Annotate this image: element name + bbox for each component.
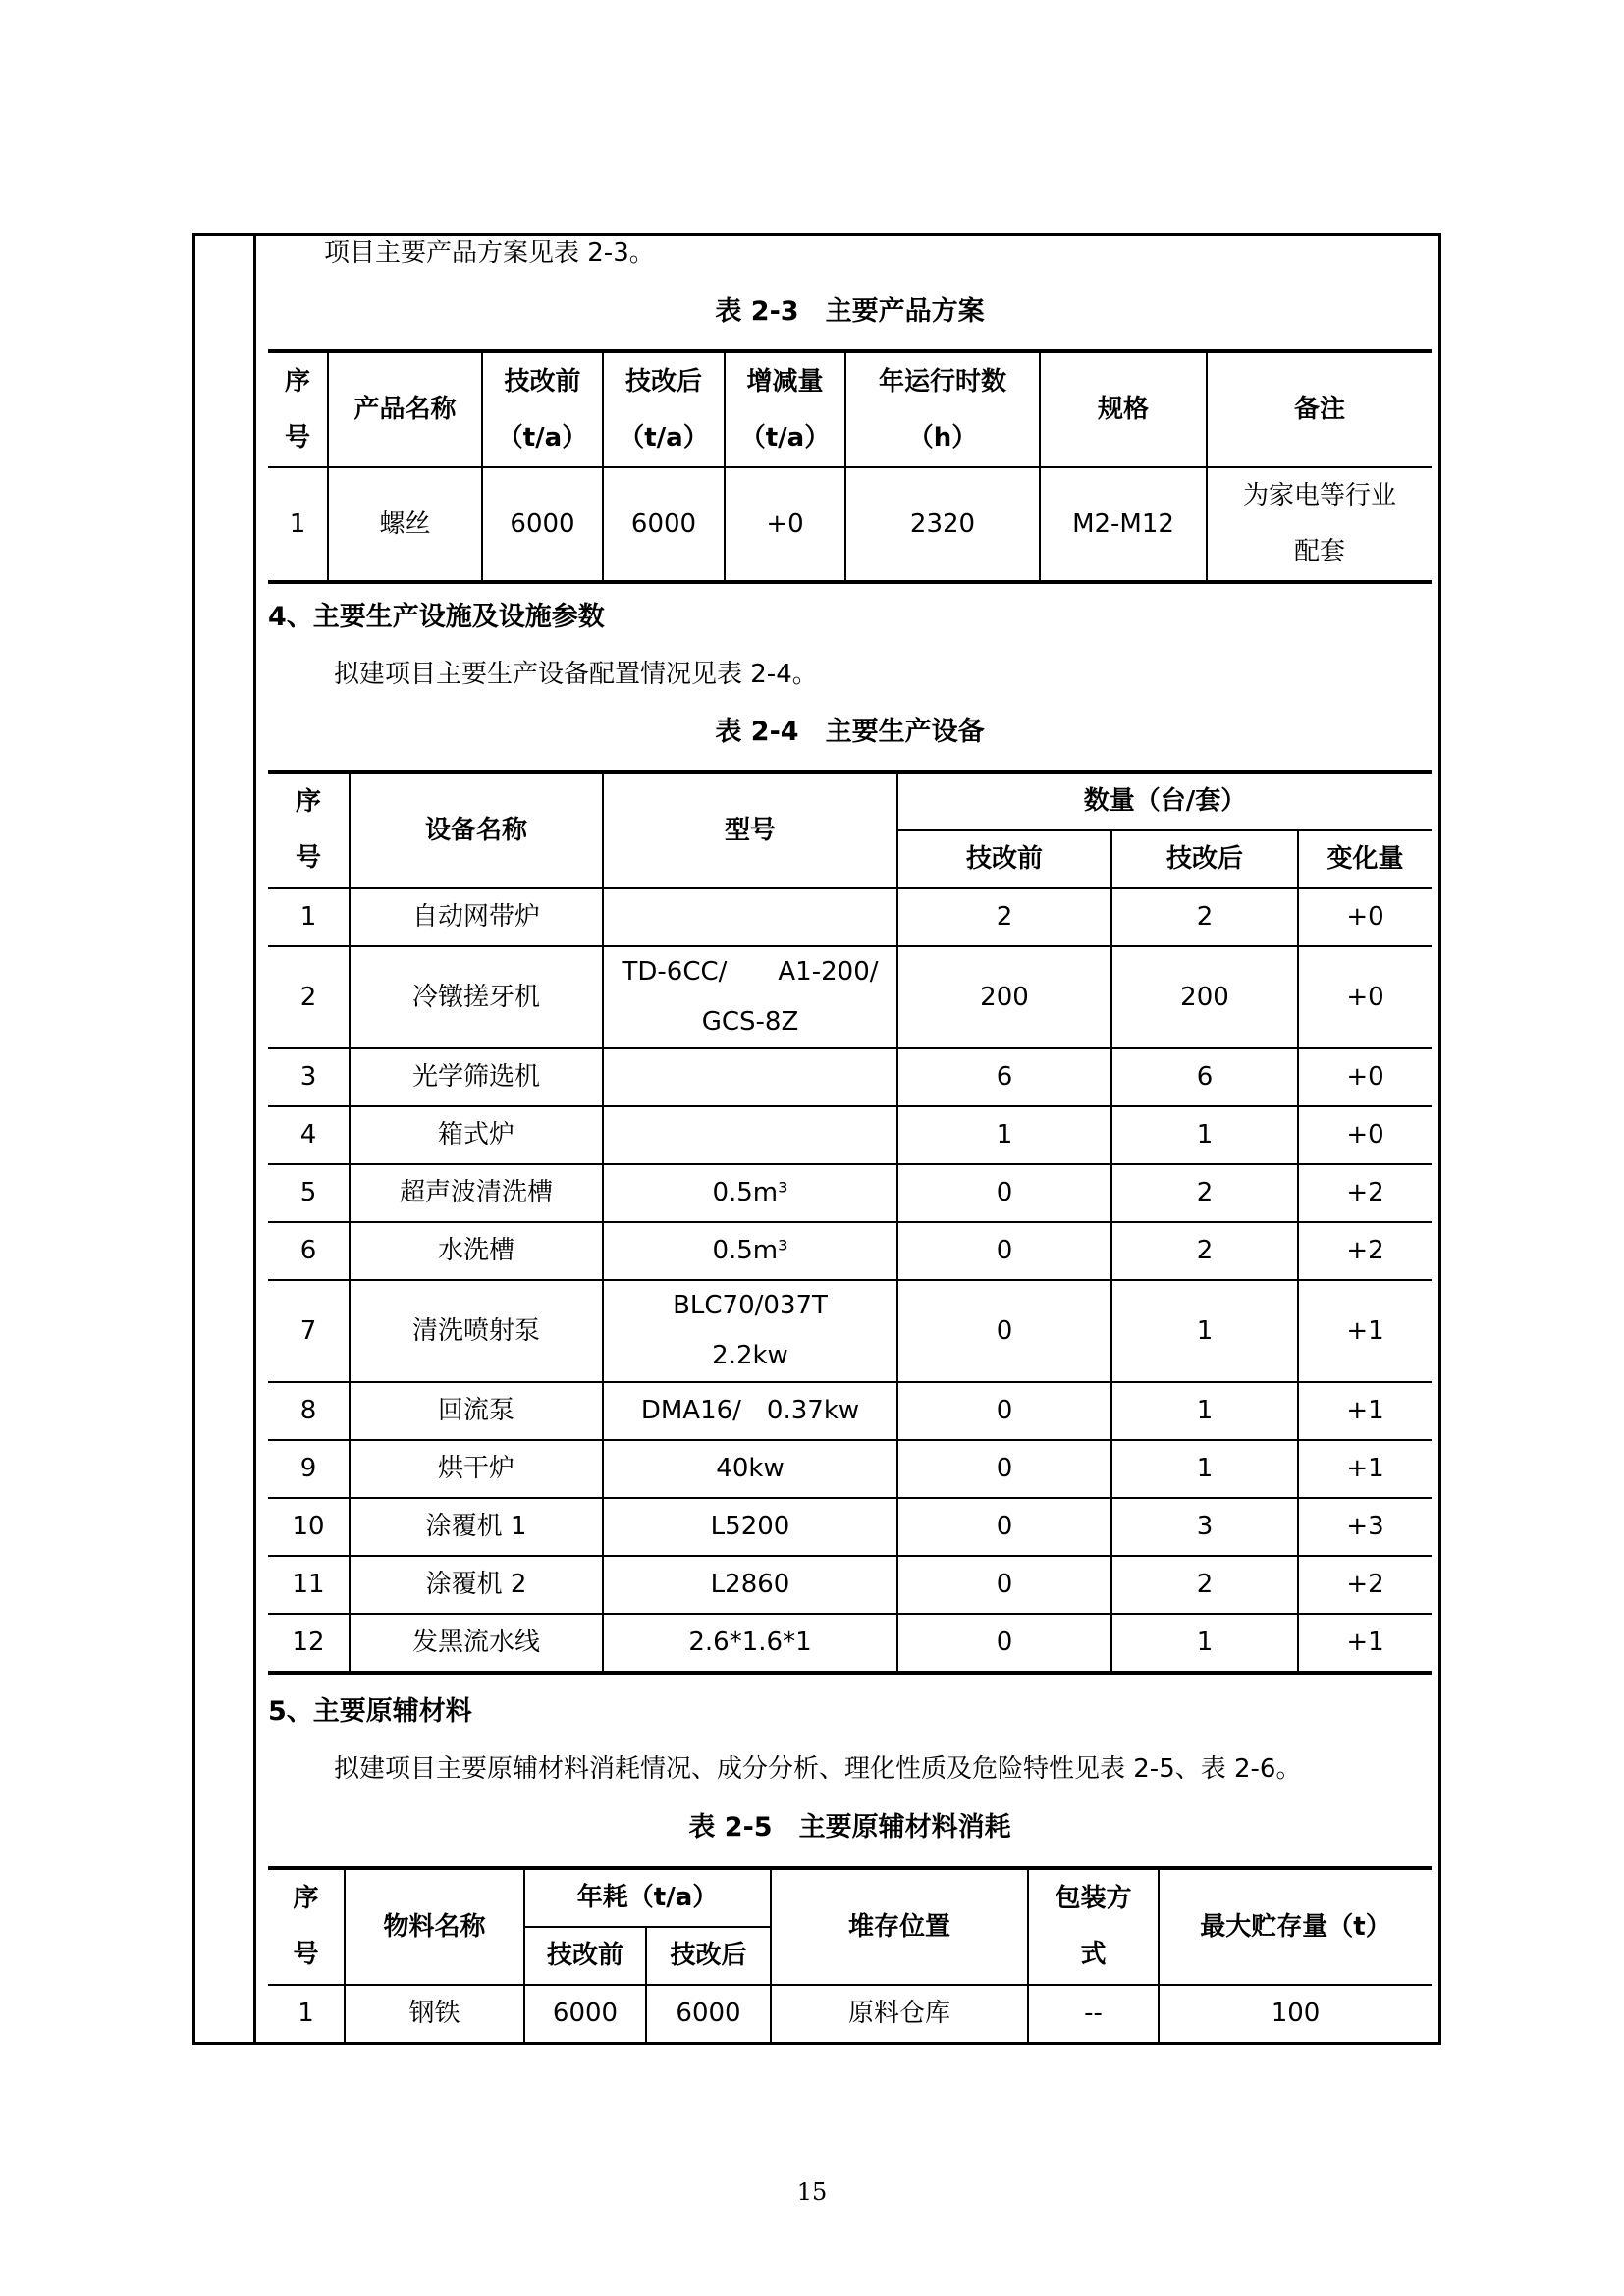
cell-model: 0.5m³ — [603, 1164, 897, 1222]
cell-before: 0 — [897, 1382, 1111, 1440]
cell-no: 12 — [268, 1614, 350, 1673]
section-5-heading: 5、主要原辅材料 — [268, 1696, 472, 1727]
cell-model: BLC70/037T 2.2kw — [603, 1280, 897, 1382]
cell-no: 6 — [268, 1222, 350, 1280]
th-model: 型号 — [603, 772, 897, 888]
cell-name: 箱式炉 — [350, 1106, 603, 1164]
cell-name: 钢铁 — [345, 1985, 524, 2043]
cell-no: 9 — [268, 1440, 350, 1498]
table-row — [268, 946, 1432, 1048]
cell-before: 0 — [897, 1440, 1111, 1498]
table-row — [268, 1280, 1432, 1382]
cell-after: 1 — [1111, 1106, 1298, 1164]
cell-before: 0 — [897, 1280, 1111, 1382]
intro-table-2-3: 项目主要产品方案见表 2-3。 — [324, 239, 655, 268]
table-2-3 — [268, 349, 1432, 584]
cell-change: +0 — [1298, 1048, 1432, 1106]
cell-name: 回流泵 — [350, 1382, 603, 1440]
th-spec: 规格 — [1040, 351, 1207, 467]
cell-model — [603, 1048, 897, 1106]
table-row — [268, 1498, 1432, 1556]
cell-location: 原料仓库 — [771, 1985, 1028, 2043]
cell-name: 发黑流水线 — [350, 1614, 603, 1673]
cell-after: 1 — [1111, 1382, 1298, 1440]
th-before: 技改前 （t/a） — [482, 351, 603, 467]
cell-model: TD-6CC/ A1-200/ GCS-8Z — [603, 946, 897, 1048]
th-after: 技改后 （t/a） — [603, 351, 725, 467]
table-row — [268, 1222, 1432, 1280]
cell-change: +2 — [1298, 1164, 1432, 1222]
cell-name: 超声波清洗槽 — [350, 1164, 603, 1222]
cell-change: +2 — [1298, 1556, 1432, 1614]
cell-no: 2 — [268, 946, 350, 1048]
cell-before: 0 — [897, 1222, 1111, 1280]
cell-before: 0 — [897, 1614, 1111, 1673]
cell-after: 6000 — [603, 467, 725, 582]
th-change: 变化量 — [1298, 830, 1432, 888]
cell-note: 为家电等行业 配套 — [1207, 467, 1432, 582]
cell-before: 2 — [897, 888, 1111, 946]
th-material-name: 物料名称 — [345, 1868, 524, 1985]
cell-before: 6000 — [524, 1985, 646, 2043]
cell-name: 冷镦搓牙机 — [350, 946, 603, 1048]
table-row — [268, 467, 1432, 582]
cell-before: 0 — [897, 1556, 1111, 1614]
cell-change: +2 — [1298, 1222, 1432, 1280]
cell-before: 200 — [897, 946, 1111, 1048]
th-quantity: 数量（台/套） — [897, 772, 1432, 830]
cell-model: 0.5m³ — [603, 1222, 897, 1280]
section-5-intro: 拟建项目主要原辅材料消耗情况、成分分析、理化性质及危险特性见表 2-5、表 2-6。 — [334, 1754, 1302, 1784]
table-row — [268, 888, 1432, 946]
table-2-4-header-row-1 — [268, 772, 1432, 830]
cell-model: DMA16/ 0.37kw — [603, 1382, 897, 1440]
table-2-5-title: 表 2-5 主要原辅材料消耗 — [688, 1812, 1011, 1842]
frame-left-column-line — [253, 233, 256, 2045]
cell-after: 2 — [1111, 1164, 1298, 1222]
section-4-heading: 4、主要生产设施及设施参数 — [268, 602, 605, 632]
th-storage-location: 堆存位置 — [771, 1868, 1028, 1985]
cell-no: 3 — [268, 1048, 350, 1106]
th-before: 技改前 — [524, 1927, 646, 1985]
table-row — [268, 1382, 1432, 1440]
cell-delta: +0 — [725, 467, 845, 582]
th-equipment-name: 设备名称 — [350, 772, 603, 888]
cell-after: 2 — [1111, 1556, 1298, 1614]
cell-name: 水洗槽 — [350, 1222, 603, 1280]
th-delta: 增减量 （t/a） — [725, 351, 845, 467]
cell-change: +3 — [1298, 1498, 1432, 1556]
cell-change: +1 — [1298, 1382, 1432, 1440]
cell-model — [603, 888, 897, 946]
th-no: 序 号 — [268, 772, 350, 888]
cell-before: 1 — [897, 1106, 1111, 1164]
cell-model: L2860 — [603, 1556, 897, 1614]
th-after: 技改后 — [1111, 830, 1298, 888]
cell-change: +1 — [1298, 1440, 1432, 1498]
cell-change: +0 — [1298, 1106, 1432, 1164]
cell-after: 1 — [1111, 1280, 1298, 1382]
table-row — [268, 1106, 1432, 1164]
table-2-5 — [268, 1866, 1432, 2044]
th-annual-consumption: 年耗（t/a） — [524, 1868, 771, 1927]
cell-name: 烘干炉 — [350, 1440, 603, 1498]
section-4-intro: 拟建项目主要生产设备配置情况见表 2-4。 — [334, 660, 818, 689]
cell-no: 1 — [268, 1985, 345, 2043]
cell-name: 涂覆机 1 — [350, 1498, 603, 1556]
table-row — [268, 1440, 1432, 1498]
cell-after: 6000 — [646, 1985, 771, 2043]
cell-name: 清洗喷射泵 — [350, 1280, 603, 1382]
th-hours: 年运行时数 （h） — [845, 351, 1040, 467]
cell-model: L5200 — [603, 1498, 897, 1556]
cell-before: 6000 — [482, 467, 603, 582]
th-before: 技改前 — [897, 830, 1111, 888]
cell-packaging: -- — [1028, 1985, 1159, 2043]
cell-max-storage: 100 — [1159, 1985, 1432, 2043]
cell-spec: M2-M12 — [1040, 467, 1207, 582]
table-2-4 — [268, 770, 1432, 1675]
cell-after: 3 — [1111, 1498, 1298, 1556]
cell-no: 8 — [268, 1382, 350, 1440]
cell-after: 6 — [1111, 1048, 1298, 1106]
cell-model: 2.6*1.6*1 — [603, 1614, 897, 1673]
cell-after: 1 — [1111, 1614, 1298, 1673]
table-2-3-header-row — [268, 351, 1432, 467]
cell-model — [603, 1106, 897, 1164]
th-note: 备注 — [1207, 351, 1432, 467]
cell-hours: 2320 — [845, 467, 1040, 582]
cell-no: 1 — [268, 888, 350, 946]
th-no: 序 号 — [268, 351, 328, 467]
cell-model: 40kw — [603, 1440, 897, 1498]
cell-after: 200 — [1111, 946, 1298, 1048]
table-row — [268, 1556, 1432, 1614]
cell-name: 螺丝 — [328, 467, 482, 582]
table-2-5-header-row-1 — [268, 1868, 1432, 1927]
cell-no: 11 — [268, 1556, 350, 1614]
table-2-3-title: 表 2-3 主要产品方案 — [715, 296, 985, 327]
cell-change: +1 — [1298, 1280, 1432, 1382]
cell-no: 5 — [268, 1164, 350, 1222]
table-row — [268, 1164, 1432, 1222]
cell-before: 0 — [897, 1164, 1111, 1222]
cell-change: +0 — [1298, 888, 1432, 946]
cell-change: +0 — [1298, 946, 1432, 1048]
table-row — [268, 1985, 1432, 2043]
cell-no: 4 — [268, 1106, 350, 1164]
page-number: 15 — [796, 2178, 828, 2206]
cell-after: 2 — [1111, 888, 1298, 946]
cell-before: 0 — [897, 1498, 1111, 1556]
cell-change: +1 — [1298, 1614, 1432, 1673]
th-after: 技改后 — [646, 1927, 771, 1985]
th-no: 序 号 — [268, 1868, 345, 1985]
th-product-name: 产品名称 — [328, 351, 482, 467]
th-max-storage: 最大贮存量（t） — [1159, 1868, 1432, 1985]
cell-after: 2 — [1111, 1222, 1298, 1280]
cell-before: 6 — [897, 1048, 1111, 1106]
cell-name: 自动网带炉 — [350, 888, 603, 946]
cell-no: 1 — [268, 467, 328, 582]
cell-name: 光学筛选机 — [350, 1048, 603, 1106]
cell-no: 10 — [268, 1498, 350, 1556]
cell-after: 1 — [1111, 1440, 1298, 1498]
cell-name: 涂覆机 2 — [350, 1556, 603, 1614]
table-2-4-title: 表 2-4 主要生产设备 — [715, 717, 985, 747]
table-row — [268, 1614, 1432, 1673]
cell-no: 7 — [268, 1280, 350, 1382]
th-packaging: 包装方 式 — [1028, 1868, 1159, 1985]
table-row — [268, 1048, 1432, 1106]
